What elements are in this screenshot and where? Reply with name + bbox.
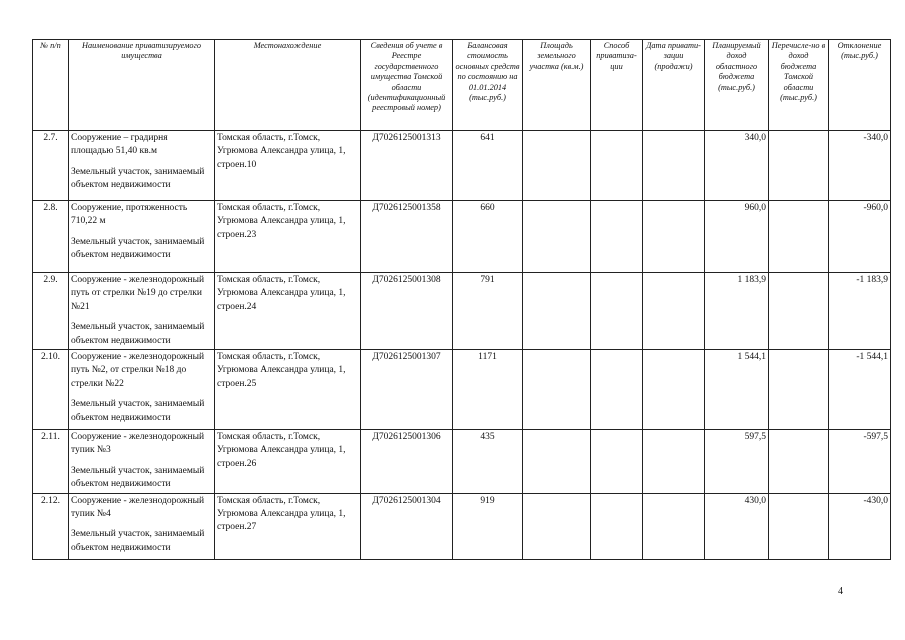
privatization-method-cell — [591, 493, 643, 559]
transferred-amount-cell — [769, 430, 829, 494]
header-cell: Балансовая стоимость основных средств по состоянию на 01.01.2014 (тыс.руб.) — [453, 40, 523, 131]
privatization-date-cell — [643, 493, 705, 559]
land-area-cell — [523, 493, 591, 559]
page-number: 4 — [838, 586, 843, 597]
transferred-amount-cell — [769, 273, 829, 350]
deviation-value-cell: -960,0 — [829, 201, 891, 273]
privatization-date-cell — [643, 131, 705, 201]
object-name: Сооружение – градирня площадью 51,40 кв.м — [71, 133, 168, 157]
balance-value-cell: 791 — [453, 273, 523, 350]
balance-value-cell: 660 — [453, 201, 523, 273]
row-number-cell: 2.12. — [33, 493, 69, 559]
object-name-cell — [69, 430, 215, 494]
privatization-date-cell — [643, 350, 705, 430]
header-cell: № п/п — [33, 40, 69, 131]
header-cell: Дата привати-зации (продажи) — [643, 40, 705, 131]
land-area-cell — [523, 350, 591, 430]
object-name-cell — [69, 201, 215, 273]
registry-number-cell: Д7026125001307 — [361, 350, 453, 430]
location-cell: Томская область, г.Томск, Угрюмова Александра улица, 1, строен.27 — [215, 493, 361, 559]
land-area-cell — [523, 131, 591, 201]
table-row — [33, 430, 891, 494]
registry-number-cell: Д7026125001308 — [361, 273, 453, 350]
table-row — [33, 493, 891, 559]
land-plot-note: Земельный участок, занимаемый объектом недвижимости — [71, 529, 205, 553]
header-cell: Наименование приватизируемого имущества — [69, 40, 215, 131]
land-plot-note: Земельный участок, занимаемый объектом недвижимости — [71, 236, 205, 261]
privatization-date-cell — [643, 430, 705, 494]
planned-income-cell: 960,0 — [705, 201, 769, 273]
land-area-cell — [523, 430, 591, 494]
deviation-value-cell: -340,0 — [829, 131, 891, 201]
deviation-value-cell: -597,5 — [829, 430, 891, 494]
land-plot-note: Земельный участок, занимаемый объектом недвижимости — [71, 166, 205, 191]
registry-number-cell: Д7026125001358 — [361, 201, 453, 273]
privatization-method-cell — [591, 430, 643, 494]
object-name: Сооружение - железнодорожный тупик №4 — [71, 495, 205, 520]
privatization-method-cell — [591, 350, 643, 430]
object-name: Сооружение - железнодорожный тупик №3 — [71, 432, 205, 456]
registry-number-cell: Д7026125001306 — [361, 430, 453, 494]
table-body — [33, 131, 891, 560]
deviation-value-cell: -1 183,9 — [829, 273, 891, 350]
location-cell: Томская область, г.Томск, Угрюмова Александра улица, 1, строен.26 — [215, 430, 361, 494]
object-name-cell — [69, 493, 215, 559]
privatization-method-cell — [591, 273, 643, 350]
deviation-value-cell: -1 544,1 — [829, 350, 891, 430]
planned-income-cell: 430,0 — [705, 493, 769, 559]
header-cell: Способ приватиза-ции — [591, 40, 643, 131]
transferred-amount-cell — [769, 350, 829, 430]
registry-number-cell: Д7026125001304 — [361, 493, 453, 559]
header-cell: Местонахождение — [215, 40, 361, 131]
location-cell: Томская область, г.Томск, Угрюмова Александра улица, 1, строен.25 — [215, 350, 361, 430]
location-cell: Томская область, г.Томск, Угрюмова Александра улица, 1, строен.10 — [215, 131, 361, 201]
privatization-method-cell — [591, 201, 643, 273]
privatization-date-cell — [643, 201, 705, 273]
land-plot-note: Земельный участок, занимаемый объектом недвижимости — [71, 465, 205, 490]
planned-income-cell: 597,5 — [705, 430, 769, 494]
transferred-amount-cell — [769, 493, 829, 559]
planned-income-cell: 340,0 — [705, 131, 769, 201]
object-name-cell — [69, 350, 215, 430]
privatization-method-cell — [591, 131, 643, 201]
header-cell: Планируемый доход областного бюджета (тыс.руб.) — [705, 40, 769, 131]
land-plot-note: Земельный участок, занимаемый объектом недвижимости — [71, 322, 205, 346]
object-name-cell — [69, 273, 215, 350]
privatization-date-cell — [643, 273, 705, 350]
row-number-cell: 2.7. — [33, 131, 69, 201]
transferred-amount-cell — [769, 131, 829, 201]
location-cell: Томская область, г.Томск, Угрюмова Александра улица, 1, строен.24 — [215, 273, 361, 350]
planned-income-cell: 1 544,1 — [705, 350, 769, 430]
header-cell: Перечисле-но в доход бюджета Томской области (тыс.руб.) — [769, 40, 829, 131]
balance-value-cell: 1171 — [453, 350, 523, 430]
balance-value-cell: 641 — [453, 131, 523, 201]
table-row — [33, 201, 891, 273]
table-row — [33, 350, 891, 430]
header-cell: Площадь земельного участка (кв.м.) — [523, 40, 591, 131]
balance-value-cell: 919 — [453, 493, 523, 559]
header-cell: Сведения об учете в Реестре государственного имущества Томской области (идентификационный реестровый номер) — [361, 40, 453, 131]
row-number-cell: 2.10. — [33, 350, 69, 430]
planned-income-cell: 1 183,9 — [705, 273, 769, 350]
header-cell: Отклонение (тыс.руб.) — [829, 40, 891, 131]
privatization-table — [32, 39, 891, 560]
location-cell: Томская область, г.Томск, Угрюмова Александра улица, 1, строен.23 — [215, 201, 361, 273]
object-name: Сооружение - железнодорожный путь от стрелки №19 до стрелки №21 — [71, 275, 205, 312]
table-header-row — [33, 40, 891, 131]
transferred-amount-cell — [769, 201, 829, 273]
row-number-cell: 2.8. — [33, 201, 69, 273]
table-row — [33, 273, 891, 350]
row-number-cell: 2.11. — [33, 430, 69, 494]
registry-number-cell: Д7026125001313 — [361, 131, 453, 201]
object-name: Сооружение, протяженность 710,22 м — [71, 203, 188, 227]
land-area-cell — [523, 201, 591, 273]
object-name-cell — [69, 131, 215, 201]
object-name: Сооружение - железнодорожный путь №2, от стрелки №18 до стрелки №22 — [71, 352, 205, 389]
land-area-cell — [523, 273, 591, 350]
row-number-cell: 2.9. — [33, 273, 69, 350]
land-plot-note: Земельный участок, занимаемый объектом недвижимости — [71, 399, 205, 423]
balance-value-cell: 435 — [453, 430, 523, 494]
table-row — [33, 131, 891, 201]
deviation-value-cell: -430,0 — [829, 493, 891, 559]
